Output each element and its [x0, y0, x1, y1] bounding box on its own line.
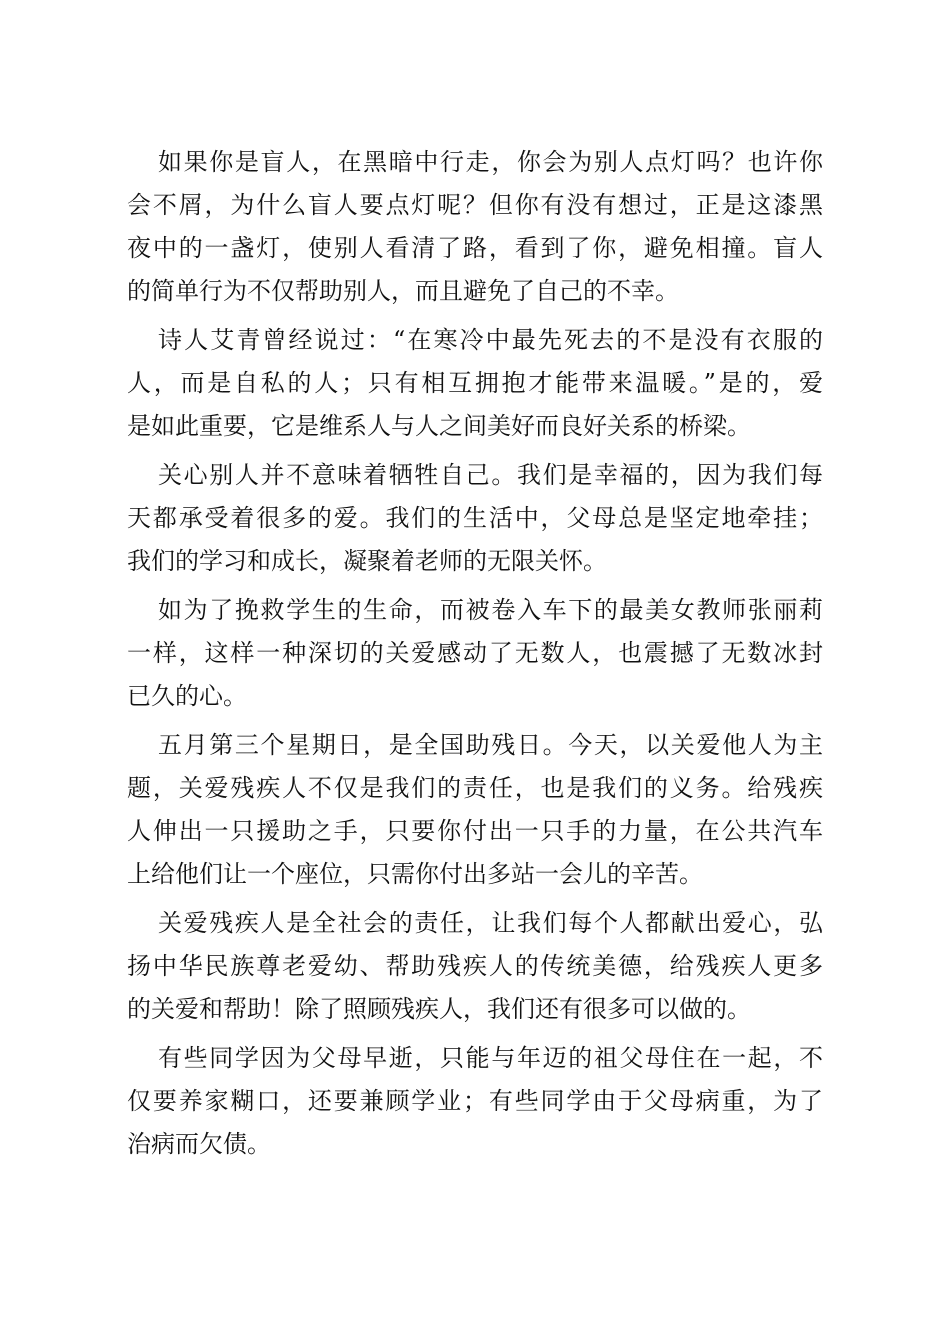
text-line: 治病而欠债。 [127, 1130, 271, 1158]
text-line: 如果你是盲人，在黑暗中行走，你会为别人点灯吗？也许你 [158, 148, 823, 176]
paragraph [127, 319, 823, 448]
text-line: 上给他们让一个座位，只需你付出多站一会儿的辛苦。 [127, 860, 703, 888]
text-line: 关爱残疾人是全社会的责任，让我们每个人都献出爱心，弘 [158, 909, 823, 937]
paragraph [127, 589, 823, 718]
text-line: 一样，这样一种深切的关爱感动了无数人，也震撼了无数冰封 [127, 639, 823, 667]
paragraph [127, 902, 823, 1031]
text-line: 扬中华民族尊老爱幼、帮助残疾人的传统美德，给残疾人更多 [127, 952, 823, 980]
text-line: 有些同学因为父母早逝，只能与年迈的祖父母住在一起，不 [158, 1044, 823, 1072]
paragraph [127, 141, 823, 313]
text-line: 的关爱和帮助！除了照顾残疾人，我们还有很多可以做的。 [127, 995, 751, 1023]
text-line: 如为了挽救学生的生命，而被卷入车下的最美女教师张丽莉 [158, 596, 823, 624]
text-line: 人伸出一只援助之手，只要你付出一只手的力量，在公共汽车 [127, 817, 823, 845]
paragraph [127, 1037, 823, 1166]
paragraph [127, 724, 823, 896]
text-line: 仅要养家糊口，还要兼顾学业；有些同学由于父母病重，为了 [127, 1087, 823, 1115]
text-line: 诗人艾青曾经说过：“在寒冷中最先死去的不是没有衣服的 [158, 326, 823, 354]
document-page [127, 141, 823, 1172]
text-line: 题，关爱残疾人不仅是我们的责任，也是我们的义务。给残疾 [127, 774, 823, 802]
paragraph [127, 454, 823, 583]
text-line: 的简单行为不仅帮助别人，而且避免了自己的不幸。 [127, 277, 679, 305]
text-line: 人，而是自私的人；只有相互拥抱才能带来温暖。”是的，爱 [127, 369, 823, 397]
text-line: 会不屑，为什么盲人要点灯呢？但你有没有想过，正是这漆黑 [127, 191, 823, 219]
text-line: 五月第三个星期日，是全国助残日。今天，以关爱他人为主 [158, 731, 823, 759]
text-line: 关心别人并不意味着牺牲自己。我们是幸福的，因为我们每 [158, 461, 823, 489]
text-line: 我们的学习和成长，凝聚着老师的无限关怀。 [127, 547, 607, 575]
text-line: 夜中的一盏灯，使别人看清了路，看到了你，避免相撞。盲人 [127, 234, 823, 262]
text-line: 已久的心。 [127, 682, 247, 710]
text-line: 是如此重要，它是维系人与人之间美好而良好关系的桥梁。 [127, 412, 751, 440]
text-line: 天都承受着很多的爱。我们的生活中，父母总是坚定地牵挂； [127, 504, 823, 532]
